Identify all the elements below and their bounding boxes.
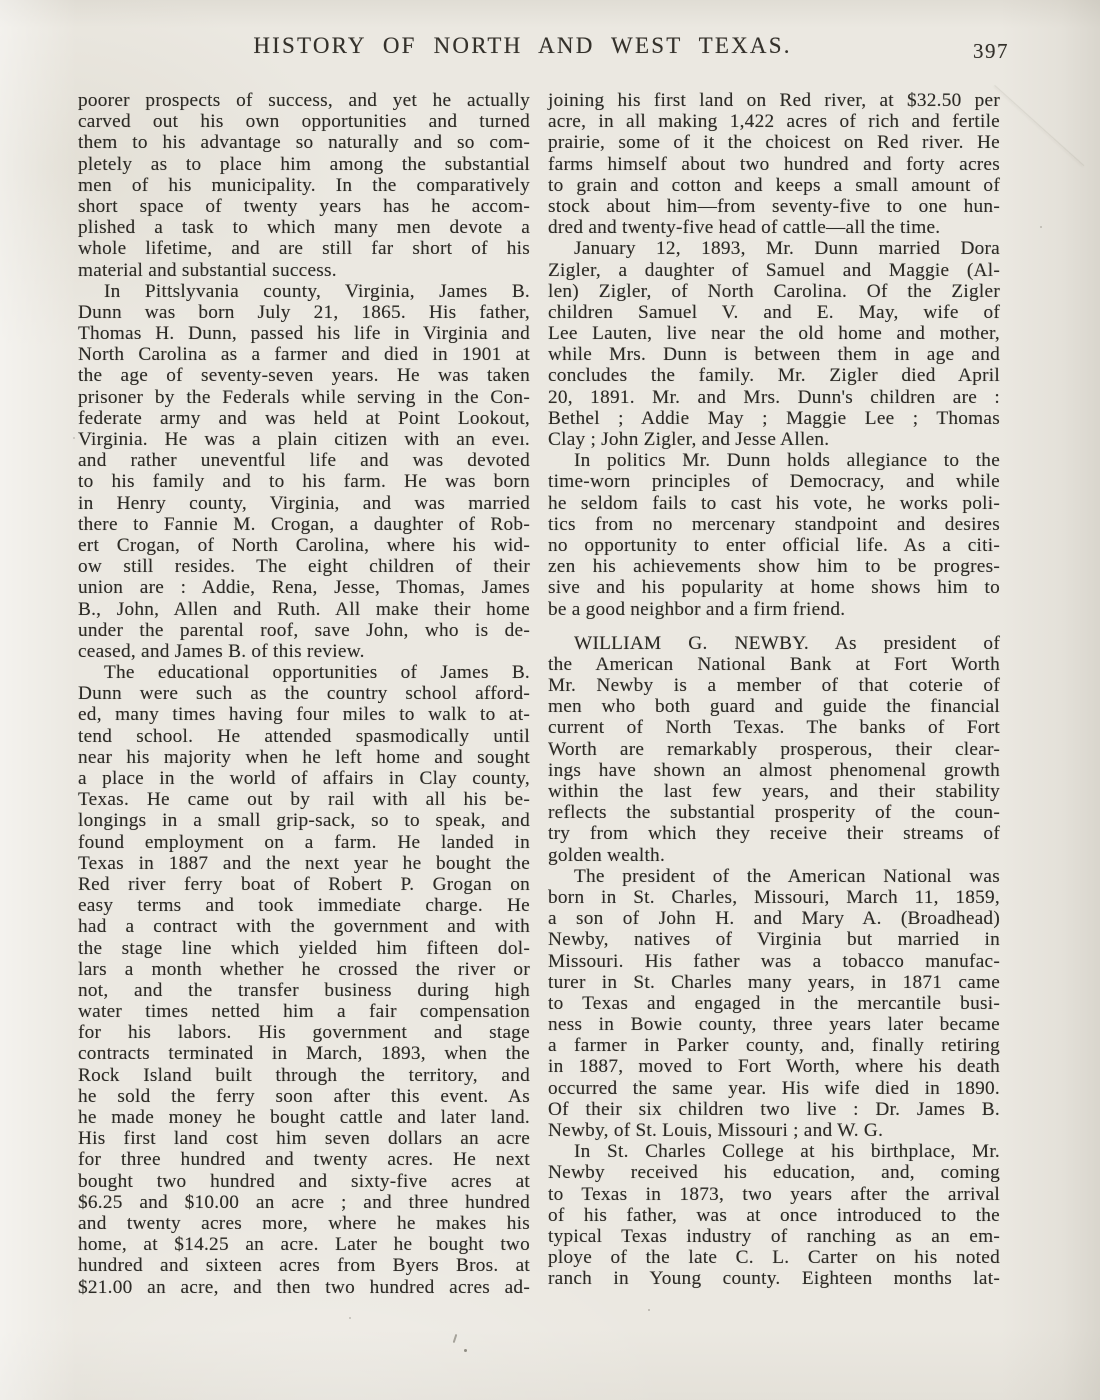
text-line: dred and twenty-five head of cattle—all the time. xyxy=(548,217,941,239)
text-line: Worth are remarkably prosperous, their clear- xyxy=(548,738,1000,760)
text-line: occurred the same year. His wife died in 1890. xyxy=(548,1077,1000,1099)
text-line: Rock Island built through the territory, and xyxy=(78,1064,530,1086)
text-line: for his labors. His government and stage xyxy=(78,1022,530,1044)
text-line: a son of John H. and Mary A. (Broadhead) xyxy=(548,908,1000,930)
text-line: he seldom fails to cast his vote, he works poli- xyxy=(548,492,1000,514)
text-line: tics from no mercenary standpoint and desires xyxy=(548,513,1000,535)
text-line: lars a month whether he crossed the river or xyxy=(78,958,530,980)
text-line: carved out his own opportunities and turned xyxy=(78,111,530,133)
text-line: children Samuel V. and E. May, wife of xyxy=(548,301,1000,323)
text-line: tend school. He attended spasmodically until xyxy=(78,725,530,747)
text-line: Missouri. His father was a tobacco manufac- xyxy=(548,950,1000,972)
text-line: B., John, Allen and Ruth. All make their home xyxy=(78,598,530,620)
text-line: short space of twenty years has he accom- xyxy=(78,195,530,217)
text-line: men of his municipality. In the comparatively xyxy=(78,174,530,196)
text-line: concludes the family. Mr. Zigler died April xyxy=(548,365,1000,387)
text-line: Bethel ; Addie May ; Maggie Lee ; Thomas xyxy=(548,407,1000,429)
text-line: material and substantial success. xyxy=(78,259,337,281)
text-line: he sold the ferry soon after this event. As xyxy=(78,1085,530,1107)
text-line: Newby, natives of Virginia but married in xyxy=(548,929,1000,951)
page-number: 397 xyxy=(973,39,1009,63)
ink-speck xyxy=(648,1309,650,1311)
text-line: time-worn principles of Democracy, and while xyxy=(548,471,1000,493)
text-line: 20, 1891. Mr. and Mrs. Dunn's children are : xyxy=(548,386,1000,408)
text-line: Texas. He came out by rail with all his be- xyxy=(78,789,530,811)
text-line: plished a task to which many men devote a xyxy=(78,217,530,239)
text-line: and twenty acres more, where he makes his xyxy=(78,1212,530,1234)
text-line: to Texas and engaged in the mercantile busi- xyxy=(548,992,1000,1014)
text-line: joining his first land on Red river, at $32.50 per xyxy=(548,90,1000,111)
text-line: Zigler, a daughter of Samuel and Maggie (Al- xyxy=(548,259,1000,281)
text-line: a farmer in Parker county, and, finally retiring xyxy=(548,1035,1000,1057)
text-line: January 12, 1893, Mr. Dunn married Dora xyxy=(574,238,1000,260)
right-column xyxy=(548,90,1000,1290)
text-line: His first land cost him seven dollars an acre xyxy=(78,1128,530,1150)
text-line: ceased, and James B. of this review. xyxy=(78,640,365,662)
page-title: HISTORY OF NORTH AND WEST TEXAS. xyxy=(253,33,792,58)
text-line: The president of the American National was xyxy=(574,865,1000,887)
text-line: stock about him—from seventy-five to one hun- xyxy=(548,195,1000,217)
text-line: prisoner by the Federals while serving in the Con- xyxy=(78,386,530,408)
ink-speck xyxy=(453,1334,458,1343)
text-line: federate army and was held at Point Lookout, xyxy=(78,407,530,429)
text-line: union are : Addie, Rena, Jesse, Thomas, James xyxy=(78,577,530,599)
text-line: In politics Mr. Dunn holds allegiance to the xyxy=(574,450,1000,472)
text-line: len) Zigler, of North Carolina. Of the Zigler xyxy=(548,280,1000,302)
text-line: $6.25 and $10.00 an acre ; and three hundred xyxy=(78,1191,530,1213)
text-line: had a contract with the government and with xyxy=(78,916,530,938)
text-line: Virginia. He was a plain citizen with an eveı. xyxy=(78,429,530,450)
text-line: North Carolina as a farmer and died in 1901 at xyxy=(78,344,530,366)
text-line: water times netted him a fair compensation xyxy=(78,1001,530,1023)
text-line: to grain and cotton and keeps a small amount of xyxy=(548,174,1000,196)
text-line: and rather uneventful life and was devoted xyxy=(78,450,530,472)
text-line: farms himself about two hundred and forty acres xyxy=(548,153,1000,175)
paper-crease xyxy=(994,85,1084,166)
left-column xyxy=(78,90,530,1298)
text-line: in 1887, moved to Fort Worth, where his death xyxy=(548,1056,1000,1078)
text-line: contracts terminated in March, 1893, when the xyxy=(78,1043,530,1065)
text-line: the age of seventy-seven years. He was taken xyxy=(78,365,530,387)
text-line: the American National Bank at Fort Worth xyxy=(548,653,1000,675)
text-line: ranch in Young county. Eighteen months lat- xyxy=(548,1268,1000,1290)
text-line: hundred and sixteen acres from Byers Bros. at xyxy=(78,1255,530,1277)
text-line: Of their six children two live : Dr. James B. xyxy=(548,1098,1000,1120)
text-line: whole lifetime, and are still far short of his xyxy=(78,238,530,260)
text-line: prairie, some of it the choicest on Red river. He xyxy=(548,132,1000,154)
text-line: WILLIAM G. NEWBY. As president of xyxy=(574,632,1000,654)
text-line: to his family and to his farm. He was born xyxy=(78,471,530,493)
text-line: poorer prospects of success, and yet he actually xyxy=(78,90,530,111)
text-line: born in St. Charles, Missouri, March 11, 1859, xyxy=(548,886,1000,908)
text-line: not, and the transfer business during high xyxy=(78,979,530,1001)
text-line: bought two hundred and sixty-five acres at xyxy=(78,1170,530,1192)
text-line: zen his achievements show him to be progres- xyxy=(548,556,1000,578)
text-line: a place in the world of affairs in Clay county, xyxy=(78,768,530,789)
text-line: of his father, was at once introduced to the xyxy=(548,1204,1000,1226)
text-line: home, at $14.25 an acre. Later he bought two xyxy=(78,1234,530,1256)
text-line: Thomas H. Dunn, passed his life in Virginia and xyxy=(78,323,530,345)
text-line: Red river ferry boat of Robert P. Grogan on xyxy=(78,873,530,895)
text-line: turer in St. Charles many years, in 1871 came xyxy=(548,971,1000,993)
text-line: Newby received his education, and, coming xyxy=(548,1162,1000,1184)
ink-speck xyxy=(73,437,75,439)
text-line: typical Texas industry of ranching as an em- xyxy=(548,1225,1000,1247)
text-line: within the last few years, and their stability xyxy=(548,781,1000,802)
ink-speck xyxy=(349,1317,351,1319)
text-line: Mr. Newby is a member of that coterie of xyxy=(548,675,1000,697)
text-line: ow still resides. The eight children of their xyxy=(78,556,530,578)
text-line: easy terms and took immediate charge. He xyxy=(78,895,530,917)
text-line: pletely as to place him among the substantial xyxy=(78,153,530,175)
text-line: near his majority when he left home and sought xyxy=(78,746,530,768)
text-line: Lee Lauten, live near the old home and mother, xyxy=(548,323,1000,345)
text-line: them to his advantage so naturally and so com- xyxy=(78,132,530,154)
text-line: golden wealth. xyxy=(548,844,666,866)
text-line: in Henry county, Virginia, and was married xyxy=(78,492,530,514)
text-line: current of North Texas. The banks of Fort xyxy=(548,717,1000,739)
text-line: ert Crogan, of North Carolina, where his wid- xyxy=(78,534,530,556)
text-line: for three hundred and twenty acres. He next xyxy=(78,1149,530,1171)
text-line: Dunn were such as the country school afford- xyxy=(78,683,530,705)
text-line: The educational opportunities of James B. xyxy=(104,662,530,684)
text-line: In St. Charles College at his birthplace, Mr. xyxy=(574,1141,1000,1163)
ink-speck xyxy=(464,1349,467,1352)
text-line: no opportunity to enter official life. As a citi- xyxy=(548,534,1000,556)
text-line: In Pittslyvania county, Virginia, James B. xyxy=(104,280,530,302)
text-line: ed, many times having four miles to walk to at- xyxy=(78,704,530,726)
text-line: Clay ; John Zigler, and Jesse Allen. xyxy=(548,429,830,450)
text-line: Newby, of St. Louis, Missouri ; and W. G. xyxy=(548,1120,884,1141)
text-line: $21.00 an acre, and then two hundred acres ad- xyxy=(78,1276,530,1298)
text-line: reflects the substantial prosperity of the coun- xyxy=(548,802,1000,824)
text-line: be a good neighbor and a firm friend. xyxy=(548,598,846,620)
text-line: ings have shown an almost phenomenal growth xyxy=(548,759,1000,781)
text-line: men who both guard and guide the financial xyxy=(548,696,1000,718)
text-line: to Texas in 1873, two years after the arrival xyxy=(548,1183,1000,1205)
text-line: sive and his popularity at home shows him to xyxy=(548,577,1000,599)
text-line: the stage line which yielded him fifteen dol- xyxy=(78,937,530,959)
text-line: there to Fannie M. Crogan, a daughter of Rob- xyxy=(78,513,530,535)
ink-speck xyxy=(1040,226,1042,228)
text-line: try from which they receive their streams of xyxy=(548,823,1000,845)
text-line: while Mrs. Dunn is between them in age and xyxy=(548,344,1000,366)
text-line: he made money he bought cattle and later land. xyxy=(78,1107,530,1128)
text-line: Texas in 1887 and the next year he bought the xyxy=(78,852,530,874)
text-line: under the parental roof, save John, who is de- xyxy=(78,619,530,641)
text-line: found employment on a farm. He landed in xyxy=(78,831,530,853)
text-line: longings in a small grip-sack, so to speak, and xyxy=(78,810,530,832)
text-line: acre, in all making 1,422 acres of rich and fertile xyxy=(548,111,1000,133)
text-line: Dunn was born July 21, 1865. His father, xyxy=(78,301,530,323)
text-line: ploye of the late C. L. Carter on his noted xyxy=(548,1247,1000,1269)
text-line: ness in Bowie county, three years later became xyxy=(548,1014,1000,1036)
